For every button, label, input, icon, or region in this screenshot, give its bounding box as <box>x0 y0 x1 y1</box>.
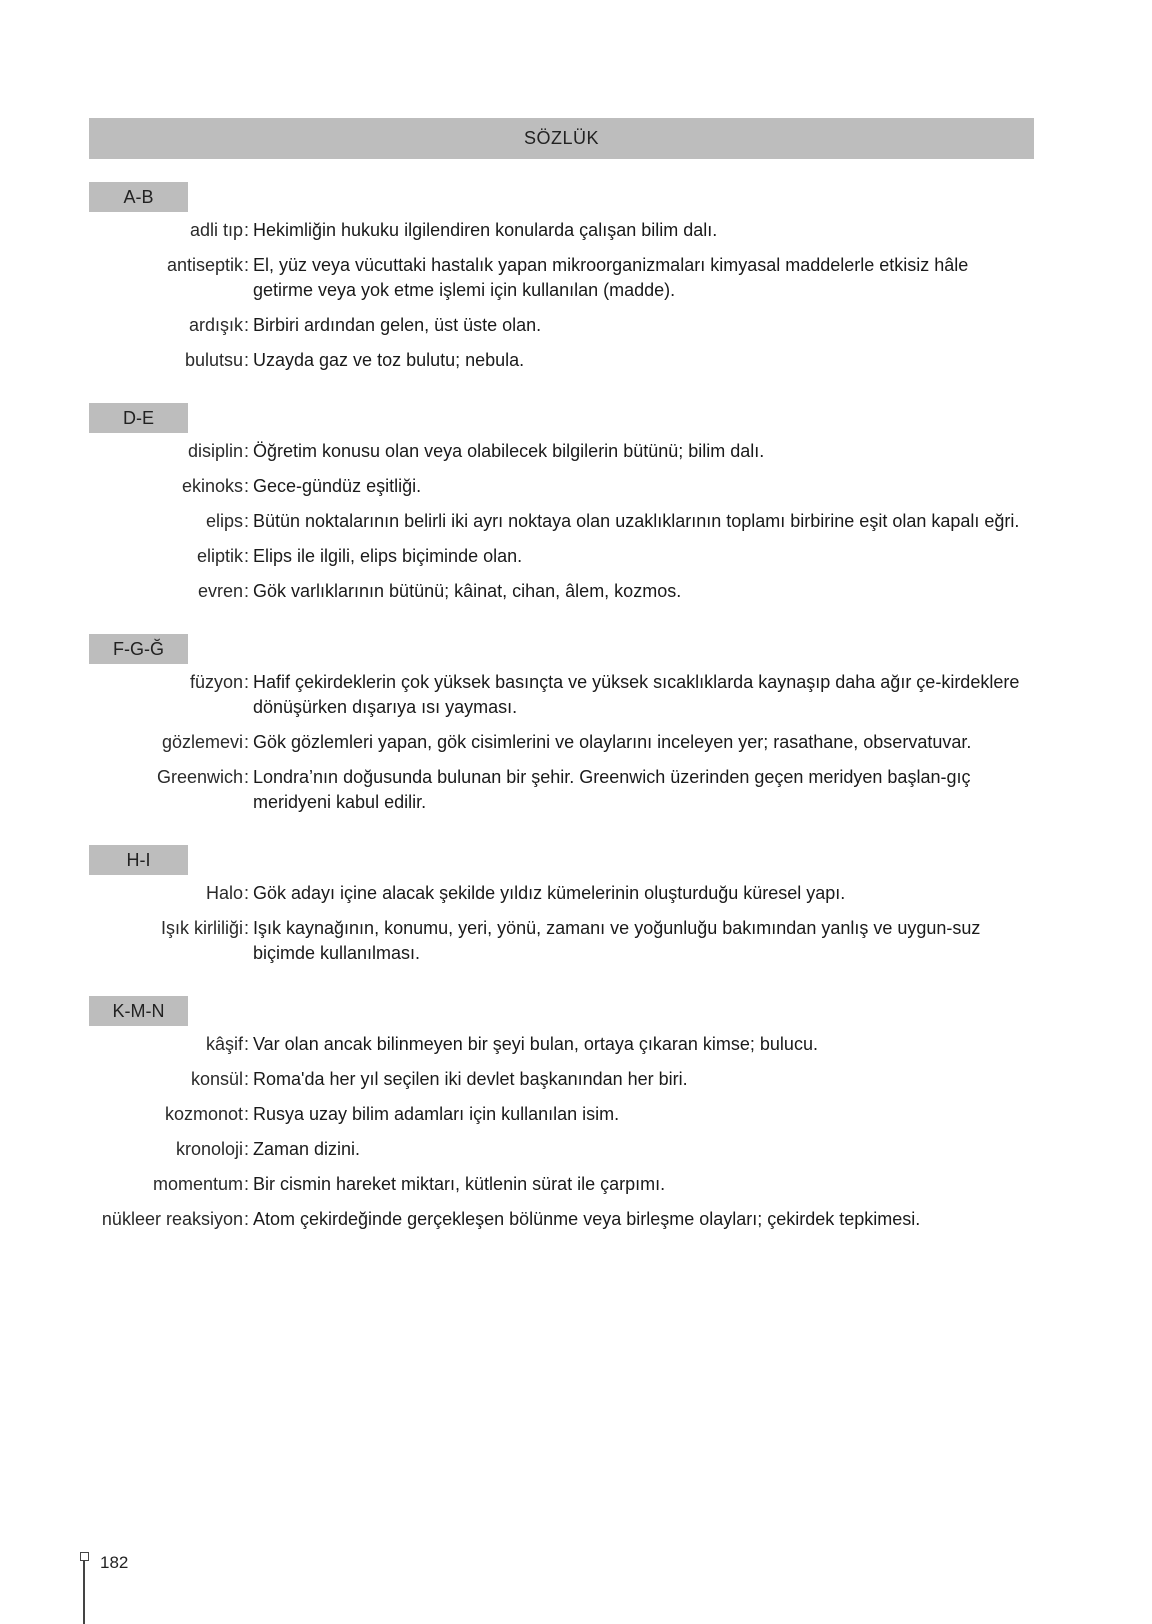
glossary-entry <box>0 439 1152 464</box>
page-title: SÖZLÜK <box>523 128 600 148</box>
entry-definition: Bütün noktalarının belirli iki ayrı noktaya olan uzaklıklarının toplamı birbirine eşit olan kapalı eğri. <box>253 511 1020 531</box>
page-marker-icon <box>80 1552 89 1561</box>
glossary-entry <box>0 313 1152 338</box>
section-letter-tab: A-B <box>89 182 188 212</box>
glossary-entry <box>0 670 1152 720</box>
glossary-sections <box>0 182 1152 1262</box>
entry-term: disiplin <box>187 441 243 461</box>
glossary-entry <box>0 1172 1152 1197</box>
entry-term: antiseptik <box>166 255 243 275</box>
entry-definition: Roma'da her yıl seçilen iki devlet başkanından her biri. <box>253 1069 688 1089</box>
entry-term: Halo <box>205 883 243 903</box>
glossary-section <box>0 996 1152 1232</box>
entry-colon: : <box>244 315 250 335</box>
entry-term: kozmonot <box>164 1104 243 1124</box>
glossary-entry <box>0 253 1152 303</box>
entry-definition: Londra’nın doğusunda bulunan bir şehir. Greenwich üzerinden geçen meridyen başlan-gıç meridyeni kabul edilir. <box>253 767 971 812</box>
entry-term: adli tıp <box>189 220 243 240</box>
entry-colon: : <box>244 767 250 787</box>
entry-colon: : <box>244 1034 250 1054</box>
entry-colon: : <box>244 581 250 601</box>
entry-definition: Var olan ancak bilinmeyen bir şeyi bulan, ortaya çıkaran kimse; bulucu. <box>253 1034 818 1054</box>
entry-definition: Rusya uzay bilim adamları için kullanılan isim. <box>253 1104 620 1124</box>
entry-definition: Zaman dizini. <box>253 1139 361 1159</box>
entry-colon: : <box>244 441 250 461</box>
entry-definition: Işık kaynağının, konumu, yeri, yönü, zamanı ve yoğunluğu bakımından yanlış ve uygun-suz biçimde kullanılması. <box>253 918 981 963</box>
entry-definition: Öğretim konusu olan veya olabilecek bilgilerin bütünü; bilim dalı. <box>253 441 765 461</box>
entry-definition: Gece-gündüz eşitliği. <box>253 476 422 496</box>
glossary-entry <box>0 474 1152 499</box>
entry-definition: El, yüz veya vücuttaki hastalık yapan mikroorganizmaları kimyasal maddelerle etkisiz hâle getirme veya yok etme işlemi için kullanılan (madde). <box>253 255 969 300</box>
entry-term: kâşif <box>205 1034 243 1054</box>
entry-colon: : <box>244 672 250 692</box>
glossary-entry <box>0 579 1152 604</box>
entry-term: eliptik <box>196 546 243 566</box>
entry-term: evren <box>197 581 243 601</box>
entry-colon: : <box>244 511 250 531</box>
page-title-bar <box>89 118 1034 159</box>
glossary-entry <box>0 509 1152 534</box>
entry-colon: : <box>244 883 250 903</box>
entry-definition: Hekimliğin hukuku ilgilendiren konularda çalışan bilim dalı. <box>253 220 718 240</box>
entry-term: momentum <box>152 1174 243 1194</box>
section-letter-tab: K-M-N <box>89 996 188 1026</box>
section-letter-tab: H-I <box>89 845 188 875</box>
entry-colon: : <box>244 546 250 566</box>
glossary-entry <box>0 1102 1152 1127</box>
entry-colon: : <box>244 1069 250 1089</box>
glossary-section <box>0 182 1152 373</box>
glossary-entry <box>0 730 1152 755</box>
glossary-entry <box>0 348 1152 373</box>
glossary-entry <box>0 1207 1152 1232</box>
entry-term: Greenwich <box>156 767 243 787</box>
section-letter-tab: D-E <box>89 403 188 433</box>
entry-definition: Bir cismin hareket miktarı, kütlenin sürat ile çarpımı. <box>253 1174 666 1194</box>
glossary-entry <box>0 218 1152 243</box>
entry-colon: : <box>244 1104 250 1124</box>
entry-definition: Uzayda gaz ve toz bulutu; nebula. <box>253 350 525 370</box>
glossary-entry <box>0 1137 1152 1162</box>
entry-definition: Elips ile ilgili, elips biçiminde olan. <box>253 546 523 566</box>
glossary-entry <box>0 765 1152 815</box>
glossary-entry <box>0 1067 1152 1092</box>
glossary-section <box>0 403 1152 604</box>
glossary-entry <box>0 881 1152 906</box>
entry-term: elips <box>205 511 243 531</box>
entry-colon: : <box>244 255 250 275</box>
glossary-section <box>0 634 1152 815</box>
entry-definition: Gök adayı içine alacak şekilde yıldız kümelerinin oluşturduğu küresel yapı. <box>253 883 846 903</box>
entry-definition: Atom çekirdeğinde gerçekleşen bölünme veya birleşme olayları; çekirdek tepkimesi. <box>253 1209 921 1229</box>
entry-colon: : <box>244 1209 250 1229</box>
entry-term: ekinoks <box>181 476 243 496</box>
glossary-entry <box>0 916 1152 966</box>
entry-colon: : <box>244 918 250 938</box>
entry-definition: Gök varlıklarının bütünü; kâinat, cihan, âlem, kozmos. <box>253 581 682 601</box>
glossary-entry <box>0 1032 1152 1057</box>
entry-term: konsül <box>190 1069 243 1089</box>
entry-definition: Gök gözlemleri yapan, gök cisimlerini ve olaylarını inceleyen yer; rasathane, observatuvar. <box>253 732 972 752</box>
glossary-section <box>0 845 1152 966</box>
entry-colon: : <box>244 1174 250 1194</box>
entry-definition: Birbiri ardından gelen, üst üste olan. <box>253 315 542 335</box>
entry-term: Işık kirliliği <box>160 918 243 938</box>
entry-colon: : <box>244 476 250 496</box>
page-number: 182 <box>100 1553 129 1572</box>
entry-term: nükleer reaksiyon <box>101 1209 243 1229</box>
entry-term: bulutsu <box>184 350 243 370</box>
page-margin-line <box>83 1552 85 1624</box>
section-letter-tab: F-G-Ğ <box>89 634 188 664</box>
entry-definition: Hafif çekirdeklerin çok yüksek basınçta ve yüksek sıcaklıklarda kaynaşıp daha ağır çe-kirdeklere dönüşürken dışarıya ısı yayması. <box>253 672 1020 717</box>
entry-term: gözlemevi <box>161 732 243 752</box>
entry-colon: : <box>244 1139 250 1159</box>
glossary-entry <box>0 544 1152 569</box>
entry-term: ardışık <box>188 315 243 335</box>
entry-term: füzyon <box>189 672 243 692</box>
entry-colon: : <box>244 220 250 240</box>
entry-colon: : <box>244 350 250 370</box>
entry-colon: : <box>244 732 250 752</box>
entry-term: kronoloji <box>175 1139 243 1159</box>
